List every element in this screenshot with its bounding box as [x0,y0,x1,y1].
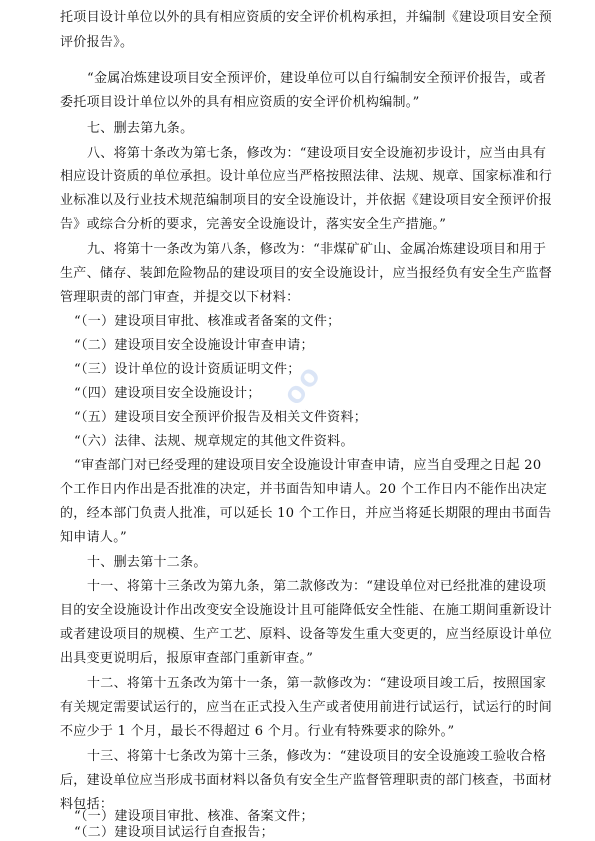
text-line: 托项目设计单位以外的具有相应资质的安全评价机构承担，并编制《建设项目安全预 [60,10,553,25]
text-line: 后，建设单位应当形成书面材料以备负有安全生产监督管理职责的部门核查，书面材 [60,773,553,788]
text-line: “（二）建设项目试运行自查报告； [74,825,274,840]
text-line: 有关规定需要试运行的，应当在正式投入生产或者使用前进行试运行，试运行的时间 [60,700,553,715]
text-line: 七、删去第九条。 [87,121,194,136]
text-line: “金属冶炼建设项目安全预评价，建设单位可以自行编制安全预评价报告，或者 [87,71,547,86]
text-line: 十二、将第十五条改为第十一条，第一款修改为：“建设项目竣工后，按照国家 [87,676,547,691]
text-line: 十、删去第十二条。 [87,555,207,570]
text-line: 九、将第十一条改为第八条，修改为：“非煤矿矿山、金属冶炼建设项目和用于 [87,242,547,257]
watermark-logo: OO [282,362,328,411]
text-line: 十三、将第十七条改为第十三条，修改为：“建设项目的安全设施竣工验收合格 [87,749,547,764]
text-line: “（六）法律、法规、规章规定的其他文件资料。 [74,434,354,449]
text-line: 八、将第十条改为第七条，修改为：“建设项目安全设施初步设计，应当由具有 [87,146,547,161]
text-line: 出具变更说明后，报原审查部门重新审查。” [60,651,314,666]
text-line: “（五）建设项目安全预评价报告及相关文件资料； [74,410,368,425]
text-line: 管理职责的部门审查，并提交以下材料： [60,290,300,305]
text-line: “（二）建设项目安全设施设计审查申请； [74,338,314,353]
text-line: 不应少于 1 个月，最长不得超过 6 个月。行业有特殊要求的除外。” [60,724,455,739]
text-line: “（一）建设项目审批、核准、备案文件； [74,809,314,824]
text-line: 目的安全设施设计作出改变安全设施设计且可能降低安全性能、在施工期间重新设计 [60,603,553,618]
text-line: 相应设计资质的单位承担。设计单位应当严格按照法律、法规、规章、国家标准和行 [60,169,553,184]
text-line: “审查部门对已经受理的建设项目安全设施设计审查申请，应当自受理之日起 20 [74,458,542,473]
text-line: 告》或综合分析的要求，完善安全设施设计，落实安全生产措施。” [60,217,447,232]
text-line: 个工作日内作出是否批准的决定，并书面告知申请人。20 个工作日内不能作出决定 [60,482,548,497]
text-line: 生产、储存、装卸危险物品的建设项目的安全设施设计，应当报经负有安全生产监督 [60,266,553,281]
text-line: 评价报告》。 [60,35,134,50]
text-line: 十一、将第十三条改为第九条，第二款修改为：“建设单位对已经批准的建设项 [87,579,547,594]
text-line: 的，经本部门负责人批准，可以延长 10 个工作日，并应当将延长期限的理由书面告 [60,506,552,521]
text-line: “（一）建设项目审批、核准或者备案的文件； [74,314,341,329]
text-line: 或者建设项目的规模、生产工艺、原料、设备等发生重大变更的，应当经原设计单位 [60,627,553,642]
text-line: 委托项目设计单位以外的具有相应资质的安全评价机构编制。” [60,95,420,110]
text-line: “（三）设计单位的设计资质证明文件； [74,362,301,377]
text-line: 业标准以及行业技术规范编制项目的安全设施设计，并依据《建设项目安全预评价报 [60,193,553,208]
text-line: 料包括： [60,797,114,812]
text-line: 知申请人。” [60,530,127,545]
text-line: “（四）建设项目安全设施设计； [74,386,261,401]
